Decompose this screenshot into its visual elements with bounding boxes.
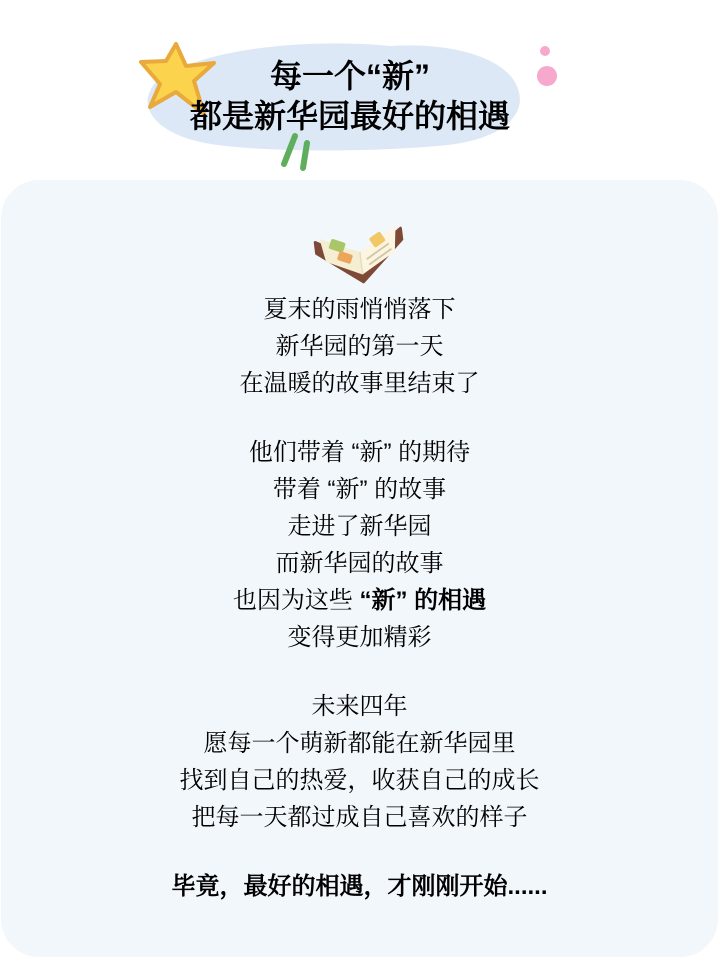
poem-text: 新华园的第一天 bbox=[275, 333, 444, 360]
poem-text: 把每一天都过成自己喜欢的样子 bbox=[191, 804, 528, 831]
page-title bbox=[0, 56, 700, 136]
poem-text-bold: “新” 的相遇 bbox=[359, 587, 487, 614]
poem-line bbox=[1, 471, 718, 508]
poem-text: 而新华园的故事 bbox=[275, 550, 444, 577]
poem-line bbox=[1, 328, 718, 365]
poem-line bbox=[1, 762, 718, 799]
paragraph bbox=[1, 868, 718, 905]
poem-line bbox=[1, 365, 718, 402]
content-card bbox=[1, 180, 718, 957]
poem-line bbox=[1, 868, 718, 905]
poem-text: 在温暖的故事里结束了 bbox=[239, 370, 480, 397]
poem-text-bold: 毕竟，最好的相遇，才刚刚开始...... bbox=[171, 873, 548, 900]
poem-text: 未来四年 bbox=[311, 693, 408, 720]
poem-text: 变得更加精彩 bbox=[287, 624, 432, 651]
poem-text: 带着 “新” 的故事 bbox=[272, 476, 447, 503]
poem-text: 找到自己的热爱，收获自己的成长 bbox=[179, 767, 540, 794]
poem bbox=[1, 291, 718, 905]
title-line-1: 每一个“新” bbox=[269, 58, 430, 94]
poem-line bbox=[1, 291, 718, 328]
paragraph bbox=[1, 688, 718, 836]
poem-text: 愿每一个萌新都能在新华园里 bbox=[203, 730, 516, 757]
poem-text: 也因为这些 bbox=[232, 587, 360, 614]
paragraph bbox=[1, 291, 718, 402]
poem-line bbox=[1, 434, 718, 471]
poem-text: 夏末的雨悄悄落下 bbox=[263, 296, 456, 323]
open-book-icon bbox=[313, 222, 407, 284]
poem-line bbox=[1, 619, 718, 656]
poem-text: 他们带着 “新” 的期待 bbox=[248, 439, 471, 466]
poem-line bbox=[1, 582, 718, 619]
paragraph bbox=[1, 434, 718, 656]
poem-line bbox=[1, 725, 718, 762]
poem-line bbox=[1, 799, 718, 836]
poem-text: 走进了新华园 bbox=[287, 513, 432, 540]
pink-dot-small-icon bbox=[540, 46, 550, 56]
poem-line bbox=[1, 688, 718, 725]
poem-line bbox=[1, 508, 718, 545]
poem-line bbox=[1, 545, 718, 582]
title-line-2: 都是新华园最好的相遇 bbox=[189, 98, 510, 134]
